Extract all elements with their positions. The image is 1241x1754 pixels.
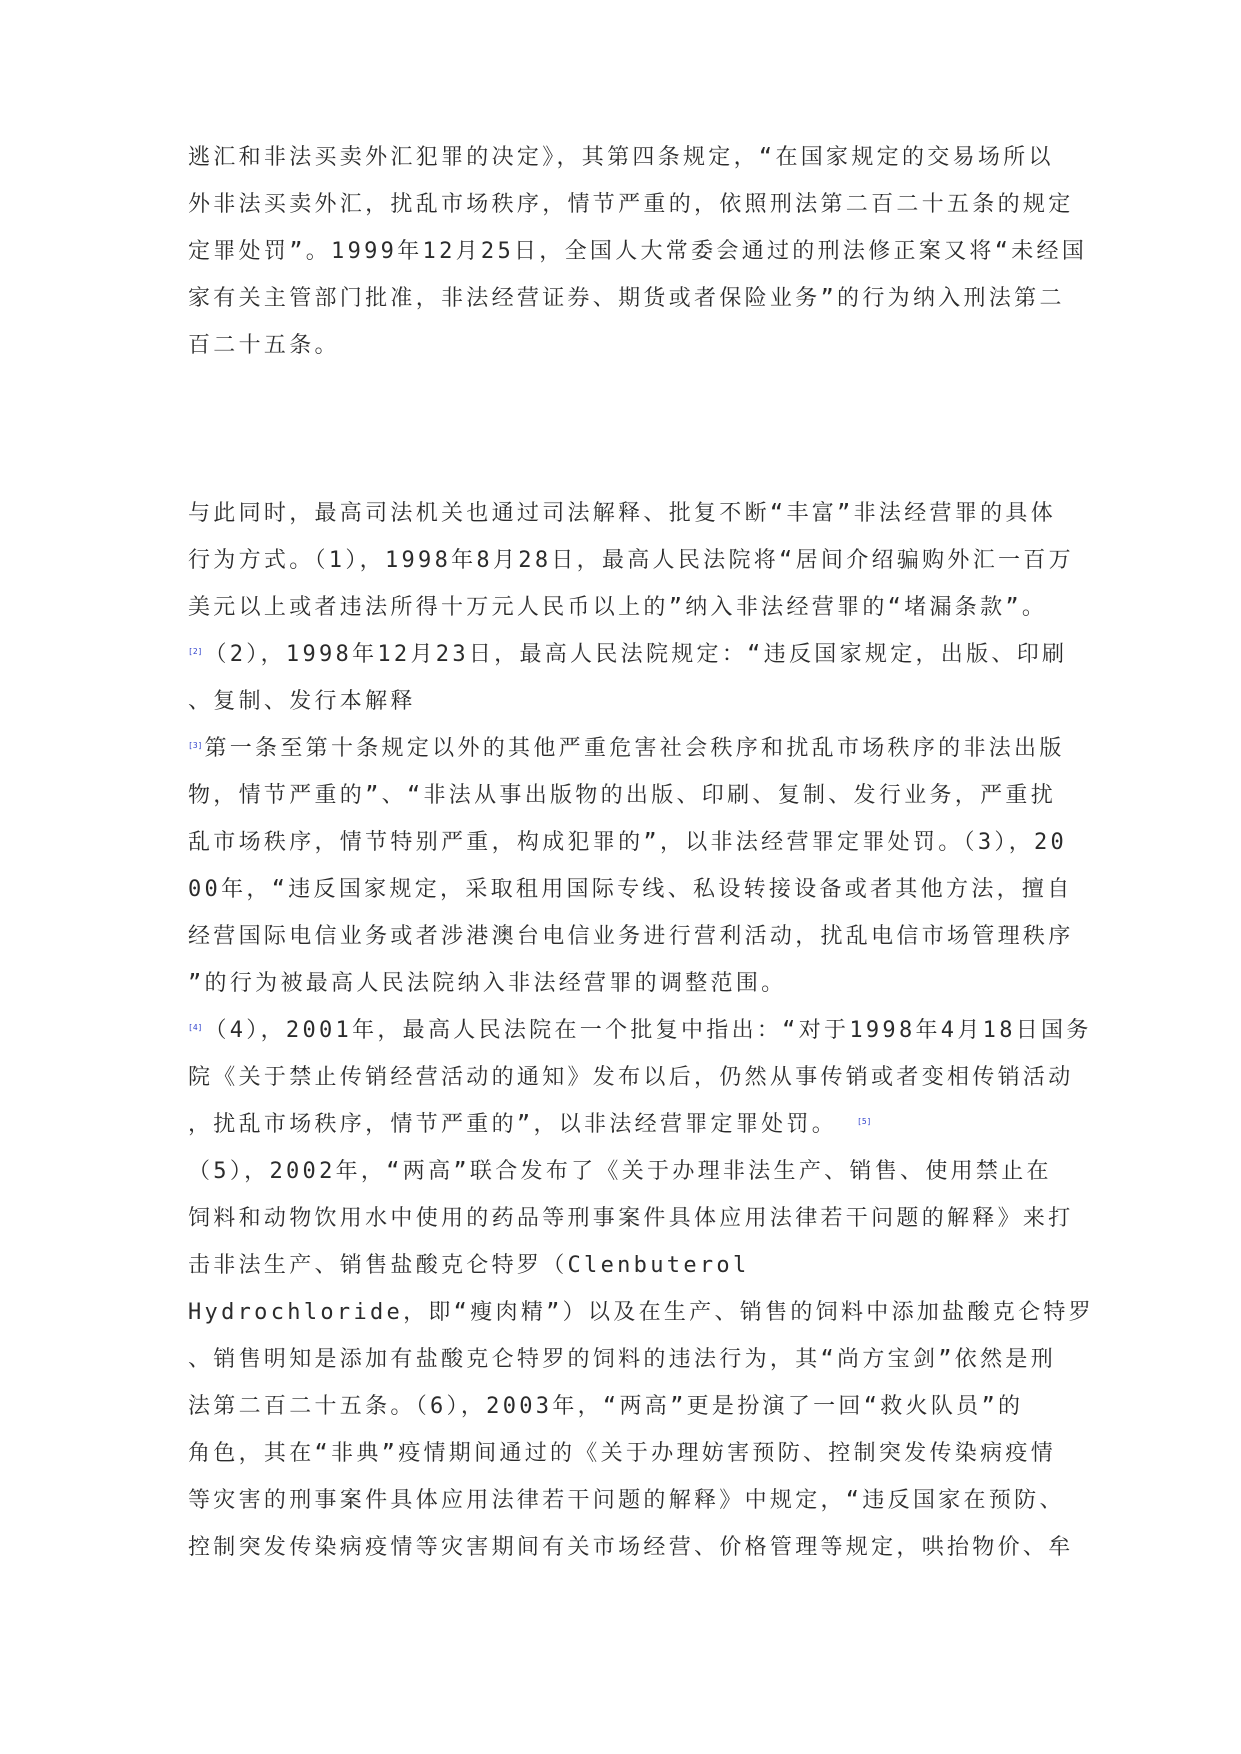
paragraph-2-line: 角色，其在“非典”疫情期间通过的《关于办理妨害预防、控制突发传染病疫情 — [188, 1441, 1056, 1466]
paragraph-2-line: 美元以上或者违法所得十万元人民币以上的”纳入非法经营罪的“堵漏条款”。 — [188, 595, 1048, 620]
paragraph-2-line: ”的行为被最高人民法院纳入非法经营罪的调整范围。 — [188, 971, 787, 996]
footnote-link-2[interactable]: [2] — [188, 647, 203, 656]
paragraph-2-line: 乱市场秩序，情节特别严重，构成犯罪的”，以非法经营罪定罪处罚。（3），20 — [188, 830, 1068, 855]
paragraph-2-line — [188, 1110, 1068, 1140]
line-text: ，扰乱市场秩序，情节严重的”，以非法经营罪定罪处罚。 — [188, 1112, 838, 1137]
paragraph-2-line: 、复制、发行本解释 — [188, 689, 416, 714]
paragraph-2-line: 物，情节严重的”、“非法从事出版物的出版、印刷、复制、发行业务，严重扰 — [188, 783, 1056, 808]
paragraph-2-line: （5），2002年，“两高”联合发布了《关于办理非法生产、销售、使用禁止在 — [188, 1159, 1052, 1184]
paragraph-2-line: 等灾害的刑事案件具体应用法律若干问题的解释》中规定，“违反国家在预防、 — [188, 1488, 1065, 1513]
footnote-link-3[interactable]: [3] — [188, 741, 203, 750]
paragraph-2-line — [188, 734, 1068, 764]
paragraph-2-line: Hydrochloride，即“瘦肉精”）以及在生产、销售的饲料中添加盐酸克仑特罗 — [188, 1300, 1094, 1325]
paragraph-2-line: 法第二百二十五条。（6），2003年，“两高”更是扮演了一回“救火队员”的 — [188, 1394, 1024, 1419]
line-text: （2），1998年12月23日，最高人民法院规定：“违反国家规定，出版、印刷 — [204, 642, 1068, 667]
paragraph-2-line: 经营国际电信业务或者涉港澳台电信业务进行营利活动，扰乱电信市场管理秩序 — [188, 924, 1074, 949]
paragraph-1-line: 家有关主管部门批准，非法经营证券、期货或者保险业务”的行为纳入刑法第二 — [188, 286, 1065, 311]
paragraph-2-line: 饲料和动物饮用水中使用的药品等刑事案件具体应用法律若干问题的解释》来打 — [188, 1206, 1074, 1231]
paragraph-1-line: 外非法买卖外汇，扰乱市场秩序，情节严重的，依照刑法第二百二十五条的规定 — [188, 192, 1074, 217]
paragraph-2-line: 控制突发传染病疫情等灾害期间有关市场经营、价格管理等规定，哄抬物价、牟 — [188, 1535, 1074, 1560]
paragraph-2-line — [188, 640, 1068, 670]
paragraph-2-line: 行为方式。（1），1998年8月28日，最高人民法院将“居间介绍骗购外汇一百万 — [188, 548, 1074, 573]
paragraph-2-line: 、销售明知是添加有盐酸克仑特罗的饲料的违法行为，其“尚方宝剑”依然是刑 — [188, 1347, 1056, 1372]
paragraph-2-line: 击非法生产、销售盐酸克仑特罗（Clenbuterol — [188, 1253, 750, 1278]
paragraph-2-line — [188, 1016, 1092, 1046]
paragraph-1-line: 逃汇和非法买卖外汇犯罪的决定》，其第四条规定，“在国家规定的交易场所以 — [188, 145, 1054, 170]
paragraph-1-line: 定罪处罚”。1999年12月25日，全国人大常委会通过的刑法修正案又将“未经国 — [188, 239, 1088, 264]
paragraph-2-line: 00年，“违反国家规定，采取租用国际专线、私设转接设备或者其他方法，擅自 — [188, 877, 1073, 902]
paragraph-2-line: 院《关于禁止传销经营活动的通知》发布以后，仍然从事传销或者变相传销活动 — [188, 1065, 1074, 1090]
paragraph-2-line: 与此同时，最高司法机关也通过司法解释、批复不断“丰富”非法经营罪的具体 — [188, 501, 1056, 526]
paragraph-1-line: 百二十五条。 — [188, 333, 340, 358]
line-text: （4），2001年，最高人民法院在一个批复中指出：“对于1998年4月18日国务 — [204, 1018, 1092, 1043]
line-text: 第一条至第十条规定以外的其他严重危害社会秩序和扰乱市场秩序的非法出版 — [204, 736, 1065, 761]
footnote-link-5[interactable]: [5] — [857, 1117, 872, 1126]
footnote-link-4[interactable]: [4] — [188, 1023, 203, 1032]
